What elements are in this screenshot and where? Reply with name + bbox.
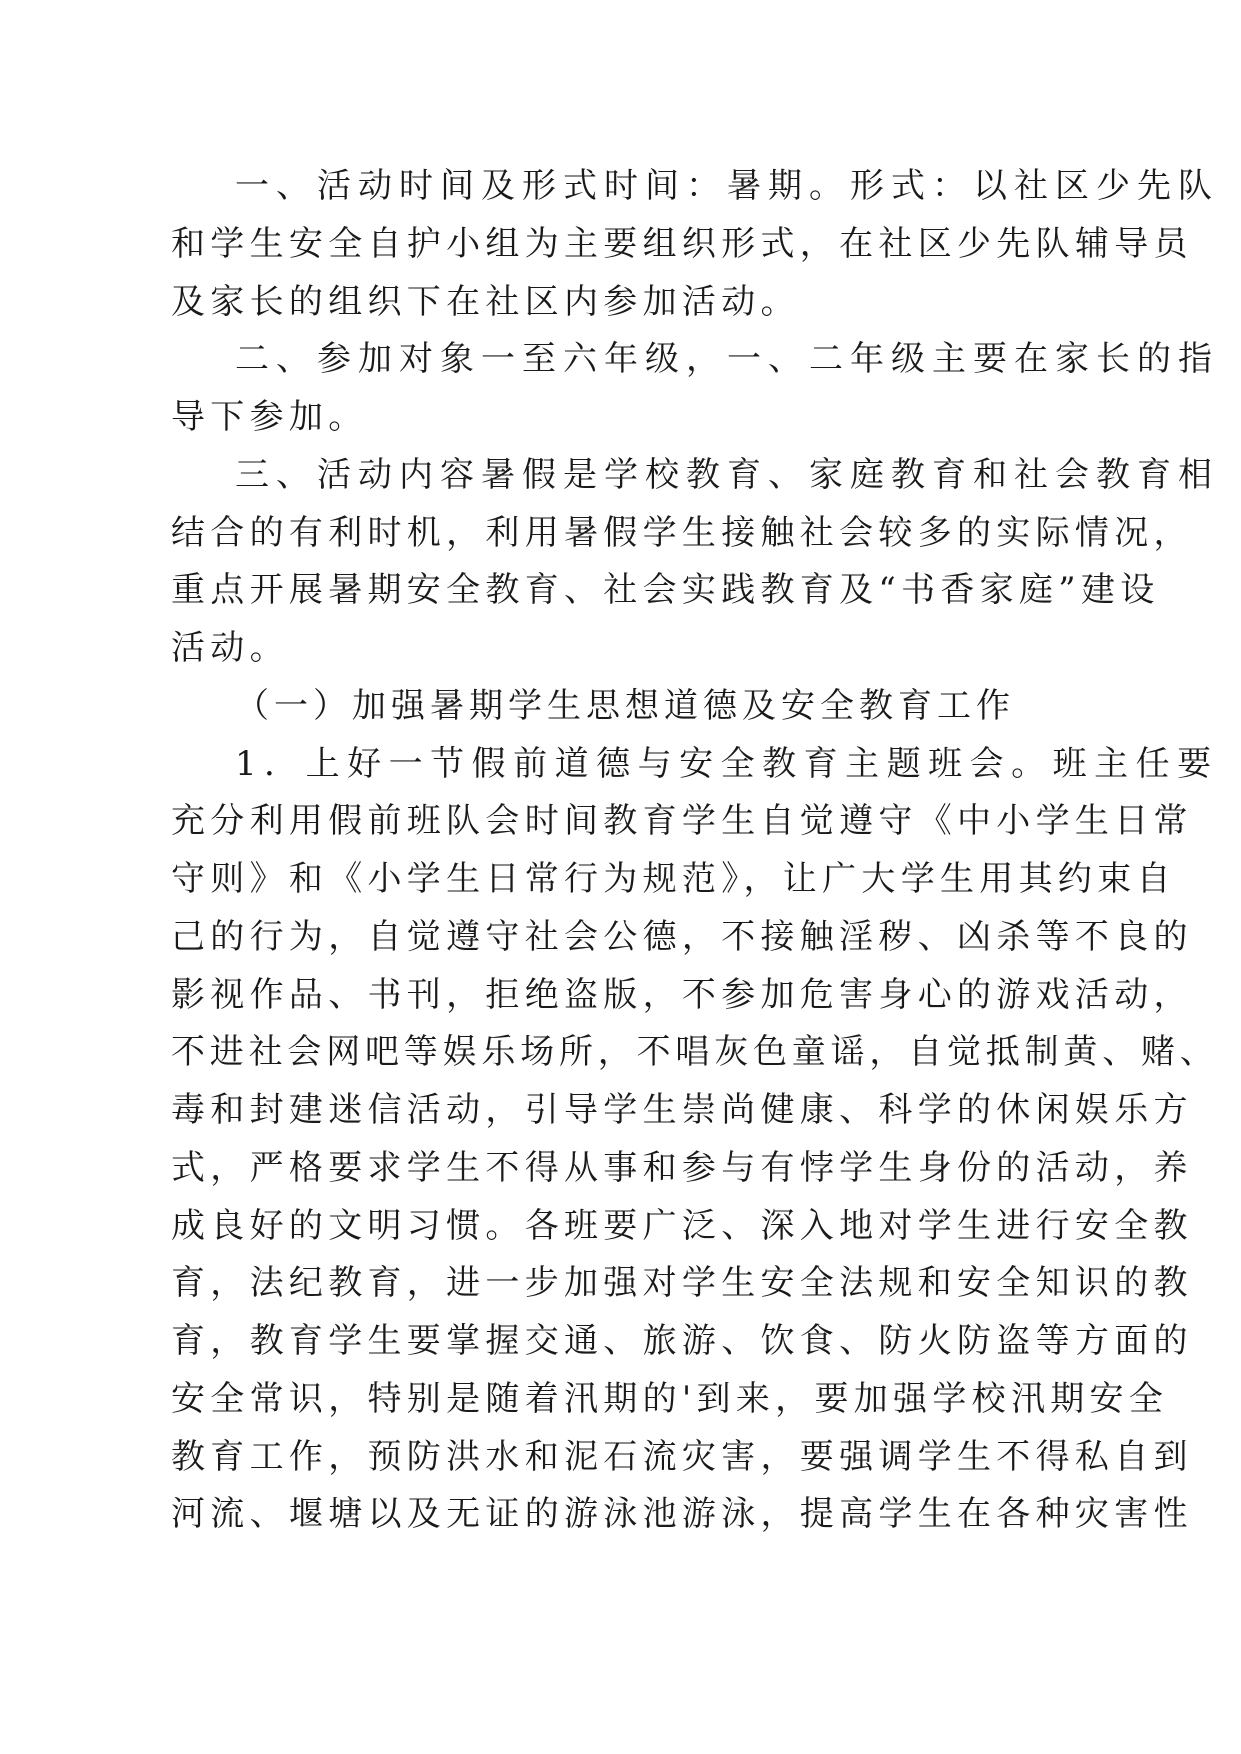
text-line: 重点开展暑期安全教育、社会实践教育及“书香家庭”建设 [171, 570, 1160, 610]
text-line: 安全常识，特别是随着汛期的'到来，要加强学校汛期安全 [171, 1379, 1169, 1419]
section-heading: （一）加强暑期学生思想道德及安全教育工作 [235, 686, 1015, 726]
text-line: 影视作品、书刊，拒绝盗版，不参加危害身心的游戏活动， [171, 975, 1193, 1015]
text-line: 导下参加。 [171, 397, 368, 437]
text-line: 不进社会网吧等娱乐场所，不唱灰色童谣，自觉抵制黄、赌、 [171, 1032, 1219, 1072]
text-line: 结合的有利时机，利用暑假学生接触社会较多的实际情况， [171, 513, 1193, 553]
text-line: 式，严格要求学生不得从事和参与有悖学生身份的活动，养 [171, 1148, 1193, 1188]
text-line: 守则》和《小学生日常行为规范》，让广大学生用其约束自 [171, 859, 1176, 899]
text-line: 1．上好一节假前道德与安全教育主题班会。班主任要 [235, 744, 1219, 784]
text-line: 充分利用假前班队会时间教育学生自觉遵守《中小学生日常 [171, 801, 1193, 841]
text-line: 和学生安全自护小组为主要组织形式，在社区少先队辅导员 [171, 224, 1193, 264]
text-line: 河流、堰塘以及无证的游泳池游泳，提高学生在各种灾害性 [171, 1494, 1193, 1534]
text-line: 及家长的组织下在社区内参加活动。 [171, 282, 800, 322]
text-line: 成良好的文明习惯。各班要广泛、深入地对学生进行安全教 [171, 1206, 1193, 1246]
text-line: 己的行为，自觉遵守社会公德，不接触淫秽、凶杀等不良的 [171, 917, 1193, 957]
text-line: 毒和封建迷信活动，引导学生崇尚健康、科学的休闲娱乐方 [171, 1090, 1193, 1130]
text-line: 育，法纪教育，进一步加强对学生安全法规和安全知识的教 [171, 1263, 1193, 1303]
text-line: 三、活动内容暑假是学校教育、家庭教育和社会教育相 [235, 455, 1219, 495]
text-line: 一、活动时间及形式时间：暑期。形式：以社区少先队 [235, 166, 1219, 206]
text-line: 活动。 [171, 628, 289, 668]
text-line: 二、参加对象一至六年级，一、二年级主要在家长的指 [235, 339, 1219, 379]
text-line: 教育工作，预防洪水和泥石流灾害，要强调学生不得私自到 [171, 1437, 1193, 1477]
text-line: 育，教育学生要掌握交通、旅游、饮食、防火防盗等方面的 [171, 1321, 1193, 1361]
